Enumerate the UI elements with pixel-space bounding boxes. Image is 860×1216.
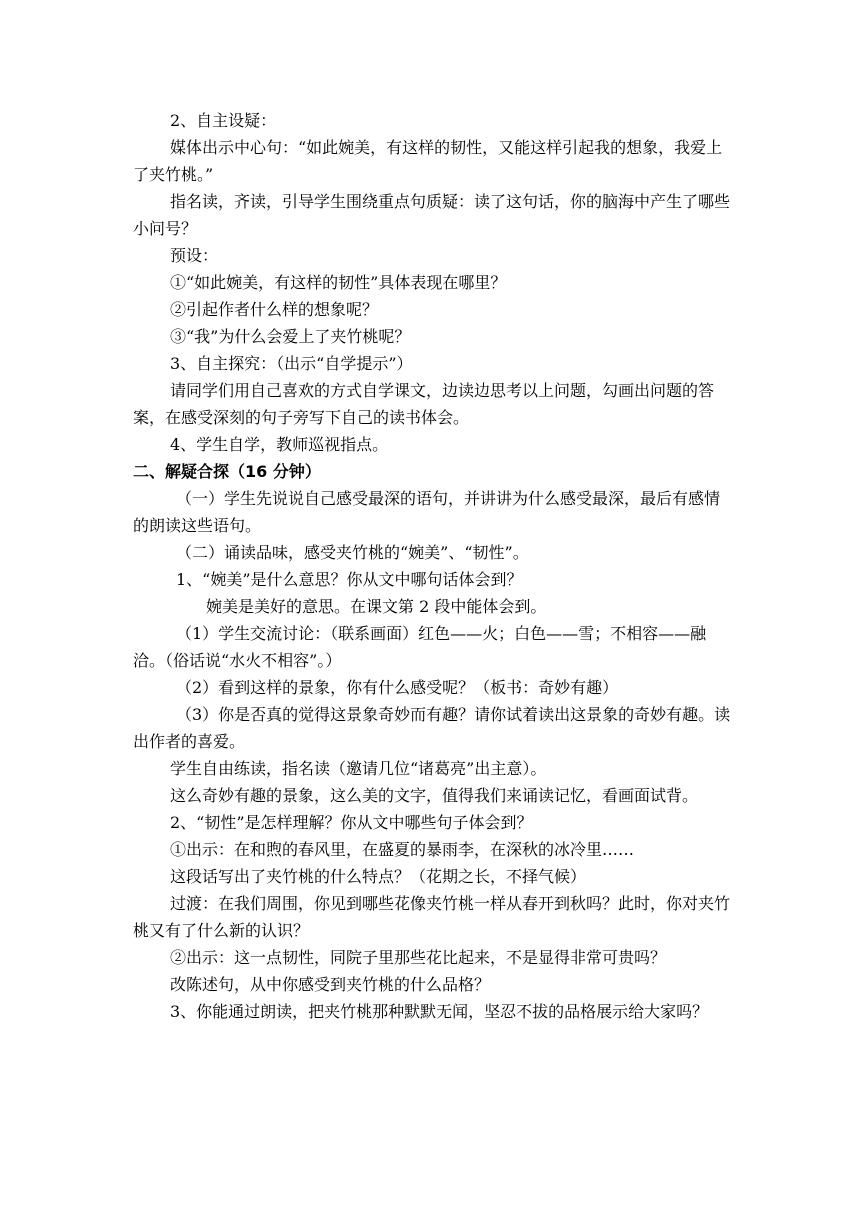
section-heading: 二、解疑合探（16 分钟） (133, 462, 321, 481)
paragraph: （一）学生先说说自己感受最深的语句，并讲讲为什么感受最深，最后有感情的朗读这些语句。 (133, 489, 721, 535)
paragraph: ③“我”为什么会爱上了夹竹桃呢？ (170, 327, 411, 346)
paragraph: 预设： (170, 246, 219, 265)
document-body (133, 107, 733, 1025)
paragraph: ②出示：这一点韧性，同院子里那些花比起来，不是显得非常可贵吗？ (170, 948, 667, 967)
paragraph: 4、学生自学，教师巡视指点。 (170, 435, 389, 454)
paragraph: ①“如此婉美，有这样的韧性”具体表现在哪里？ (170, 273, 507, 292)
paragraph: 1、“婉美”是什么意思？你从文中哪句话体会到？ (176, 570, 523, 589)
paragraph: 2、自主设疑： (170, 111, 277, 130)
paragraph: 学生自由练读，指名读（邀请几位“诸葛亮”出主意）。 (170, 759, 547, 778)
paragraph: 这段话写出了夹竹桃的什么特点？（花期之长，不择气候） (170, 867, 587, 886)
paragraph: 婉美是美好的意思。在课文第 2 段中能体会到。 (206, 597, 547, 616)
paragraph: 过渡：在我们周围，你见到哪些花像夹竹桃一样从春开到秋吗？此时，你对夹竹桃又有了什么新的认识？ (133, 894, 731, 940)
paragraph: 3、自主探究：（出示“自学提示”） (170, 354, 413, 373)
paragraph: 3、你能通过朗读，把夹竹桃那种默默无闻，坚忍不拔的品格展示给大家吗？ (170, 1002, 709, 1021)
paragraph: （2）看到这样的景象，你有什么感受呢？（板书：奇妙有趣） (176, 678, 619, 697)
paragraph: 这么奇妙有趣的景象，这么美的文字，值得我们来诵读记忆，看画面试背。 (170, 786, 699, 805)
paragraph: ①出示：在和煦的春风里，在盛夏的暴雨李，在深秋的冰冷里…… (170, 840, 635, 859)
paragraph: 媒体出示中心句：“如此婉美，有这样的韧性，又能这样引起我的想象，我爱上了夹竹桃。” (133, 138, 723, 184)
paragraph: ②引起作者什么样的想象呢？ (170, 300, 379, 319)
paragraph: 指名读，齐读，引导学生围绕重点句质疑：读了这句话，你的脑海中产生了哪些小问号？ (133, 192, 731, 238)
paragraph: 改陈述句，从中你感受到夹竹桃的什么品格？ (170, 975, 491, 994)
paragraph: 请同学们用自己喜欢的方式自学课文，边读边思考以上问题，勾画出问题的答案，在感受深刻的句子旁写下自己的读书体会。 (133, 381, 715, 427)
paragraph: 2、“韧性”是怎样理解？你从文中哪些句子体会到？ (170, 813, 533, 832)
paragraph: （3）你是否真的觉得这景象奇妙而有趣？请你试着读出这景象的奇妙有趣。读出作者的喜爱。 (133, 705, 731, 751)
paragraph: （1）学生交流讨论：（联系画面）红色——火；白色——雪；不相容——融洽。（俗话说“水火不相容”。） (133, 624, 707, 670)
paragraph: （二）诵读品味，感受夹竹桃的“婉美”、“韧性”。 (176, 543, 529, 562)
